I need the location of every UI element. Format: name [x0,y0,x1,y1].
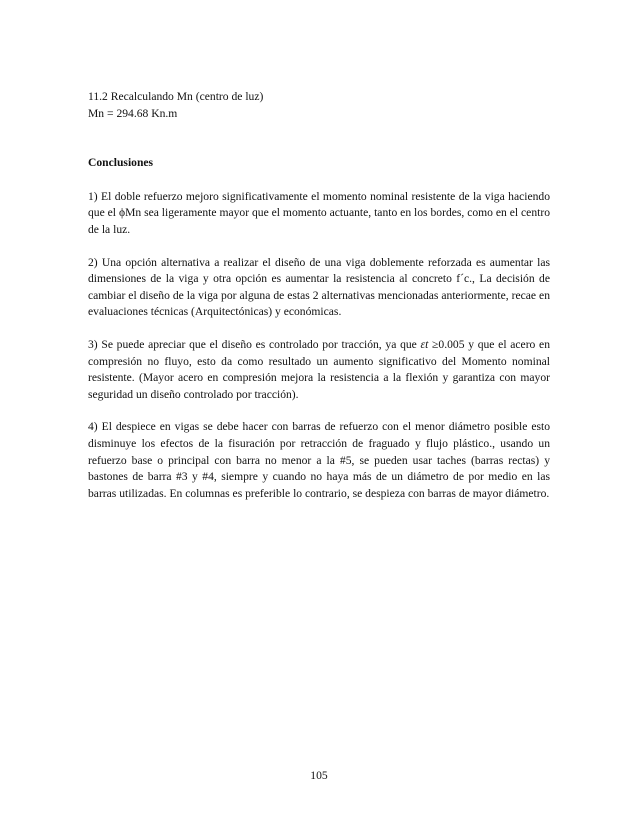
page-number: 105 [310,769,328,782]
conclusion-3-text-b: ≥0.005 y que el acero en compresión no fluyo, esto da como resultado un aumento significativo del Momento nominal resistente. (Mayor acero en compresión mejora la resistencia a la flexión y garantiza con mayor seguridad un diseño controlado por tracción). [88,337,551,401]
conclusions-heading: Conclusiones [88,156,154,170]
conclusion-1-text-a: 1) El doble refuerzo mejoro significativamente el momento nominal resistente de la viga haciendo que el [88,189,550,220]
conclusion-paragraph-1 [88,189,550,239]
phi-symbol: ϕ [118,206,126,220]
epsilon-t-symbol: εt [420,337,429,351]
conclusion-1-text-b: Mn sea ligeramente mayor que el momento actuante, tanto en los bordes, como en el centro de la luz. [88,206,551,236]
conclusion-paragraph-2: 2) Una opción alternativa a realizar el diseño de una viga doblemente reforzada es aumentar las dimensiones de la viga y otra opción es aumentar la resistencia al concreto f´c., La decisión de cambiar el diseño de la viga por alguna de estas 2 alternativas mencionadas anteriormente, recae en evaluaciones técnicas (Arquitectónicas) y económicas. [88,255,550,319]
page-content [88,89,550,502]
section-title: 11.2 Recalculando Mn (centro de luz) [88,90,264,103]
conclusion-paragraph-3 [88,337,550,403]
conclusion-3-text-a: 3) Se puede apreciar que el diseño es controlado por tracción, ya que [88,337,421,351]
conclusion-paragraph-4: 4) El despiece en vigas se debe hacer con barras de refuerzo con el menor diámetro posible esto disminuye los efectos de la fisuración por retracción de fraguado y flujo plástico., usando un refuerzo base o principal con barra no menor a la #5, se pueden usar taches (barras rectas) y bastones de barra #3 y #4, siempre y cuando no haya más de un diámetro de por medio en las barras utilizadas. En columnas es preferible lo contrario, se despieza con barras de mayor diámetro. [88,420,550,500]
mn-result: Mn = 294.68 Kn.m [88,106,178,120]
